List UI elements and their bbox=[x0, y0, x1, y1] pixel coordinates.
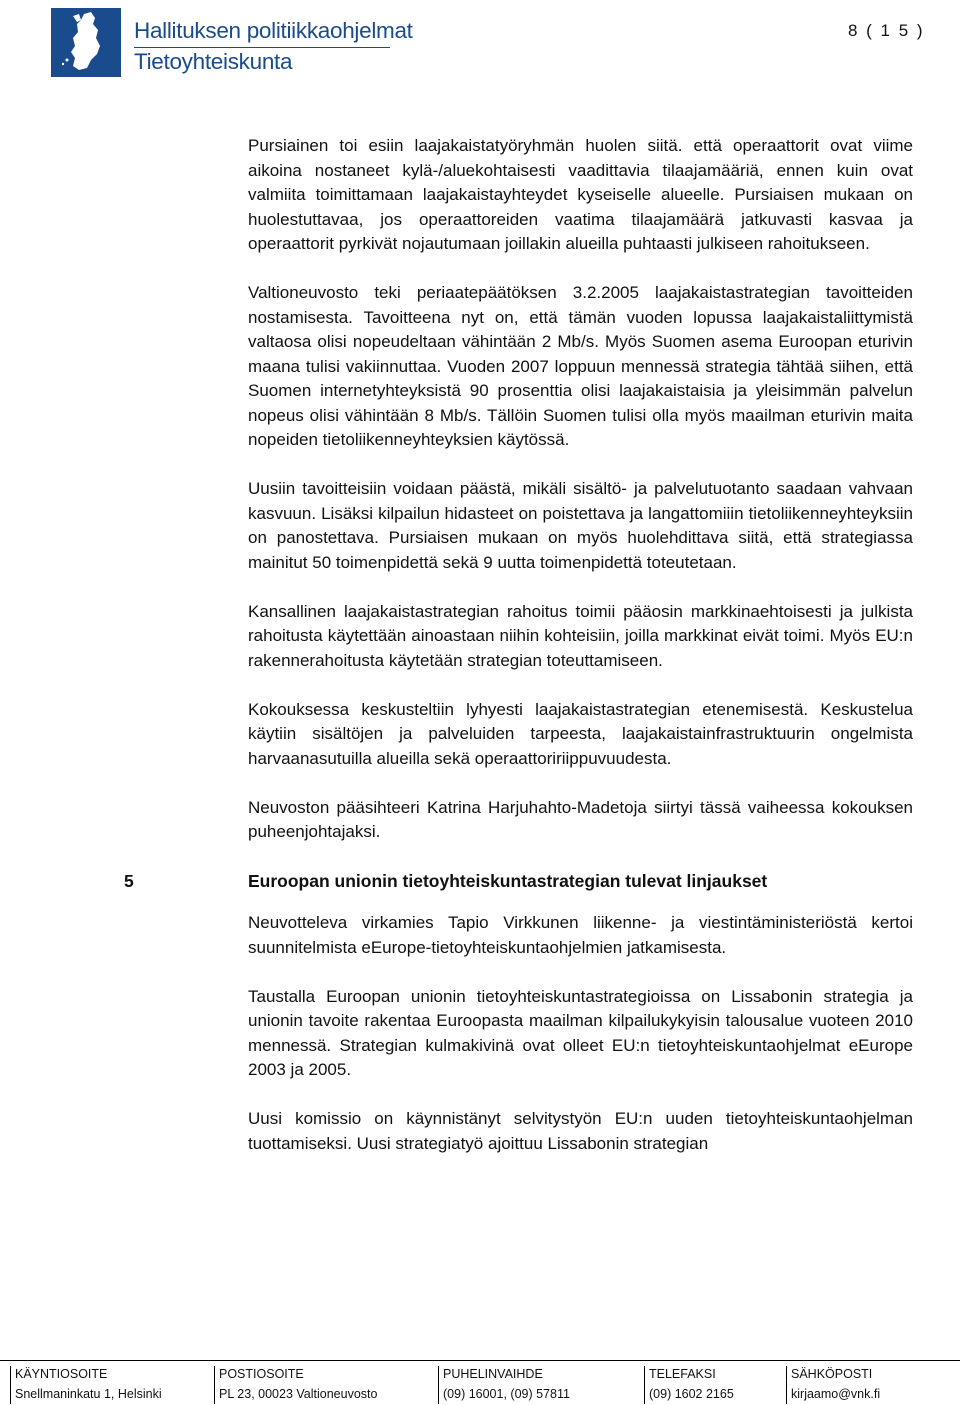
paragraph: Neuvotteleva virkamies Tapio Virkkunen liikenne- ja viestintäministeriöstä kertoi suunnitelmista eEurope-tietoyhteiskuntaohjelmien jatkamisesta. bbox=[248, 913, 913, 957]
paragraph: Pursiainen toi esiin laajakaistatyöryhmän huolen siitä. että operaattorit ovat viime aikoina nostaneet kylä-/aluekohtaisesti vaadittavia tilaajamääriä, ennen kuin ovat valmiita toimittamaan laajakaistayhteydet kyseiselle alueelle. Pursiaisen mukaan on huolestuttavaa, jos operaattoreiden vaatima tilaajamäärä jatkuvasti kasvaa ja operaattorit pyrkivät nojautumaan joillakin alueilla puhtaasti julkiseen rahoitukseen. bbox=[248, 136, 913, 253]
section-number: 5 bbox=[124, 871, 134, 891]
footer-switchboard bbox=[438, 1366, 570, 1404]
footer-email bbox=[786, 1366, 880, 1404]
page-header bbox=[0, 0, 960, 90]
finland-map-logo-icon bbox=[51, 8, 121, 77]
organization-name: Hallituksen politiikkaohjelmat bbox=[134, 18, 413, 43]
paragraph: Uusi komissio on käynnistänyt selvitystyön EU:n uuden tietoyhteiskuntaohjelman tuottamiseksi. Uusi strategiatyö ajoittuu Lissabonin strategian bbox=[248, 1109, 913, 1153]
footer-label: PUHELINVAIHDE bbox=[443, 1367, 543, 1381]
section-heading bbox=[124, 869, 913, 893]
page-number: 8 ( 1 5 ) bbox=[848, 21, 925, 40]
footer-label: KÄYNTIOSOITE bbox=[15, 1367, 108, 1381]
footer-visiting-address bbox=[10, 1366, 162, 1404]
footer-label: TELEFAKSI bbox=[649, 1367, 716, 1381]
paragraph: Kansallinen laajakaistastrategian rahoitus toimii pääosin markkinaehtoisesti ja julkista rahoitusta käytettään ainoastaan niihin kohteisiin, joilla markkinat eivät toimi. Myös EU:n rakennerahoitusta käytetään strategian toteuttamiseen. bbox=[248, 601, 913, 670]
footer-label: SÄHKÖPOSTI bbox=[791, 1367, 873, 1381]
footer-postal-address bbox=[214, 1366, 377, 1404]
footer-fax bbox=[644, 1366, 734, 1404]
footer-email-link[interactable]: kirjaamo@vnk.fi bbox=[791, 1387, 881, 1401]
unit-name: Tietoyhteiskunta bbox=[134, 49, 293, 74]
footer-divider bbox=[0, 1360, 960, 1361]
paragraph: Valtioneuvosto teki periaatepäätöksen 3.2.2005 laajakaistastrategian tavoitteiden nostamisesta. Tavoitteena nyt on, että tämän vuoden lopussa laajakaistaliittymistä valtaosa olisi nopeudeltaan vähintään 2 Mb/s. Myös Suomen asema Euroopan eturivin maana tulisi vakiinnuttaa. Vuoden 2007 loppuun mennessä strategia tähtää siihen, että Suomen internetyhteyksistä 90 prosenttia olisi laajakaistaisia ja yleisimmän palvelun nopeus olisi vähintään 8 Mb/s. Tällöin Suomen tulisi olla myös maailman eturivin maita nopeiden tietoliikenneyhteyksien käytössä. bbox=[248, 283, 913, 449]
footer-value: (09) 16001, (09) 57811 bbox=[443, 1387, 570, 1401]
paragraph: Taustalla Euroopan unionin tietoyhteiskuntastrategioissa on Lissabonin strategia ja unionin tavoite rakentaa Euroopasta maailman kilpailukykyisin talousalue vuoteen 2010 mennessä. Strategian kulmakivinä ovat olleet EU:n tietoyhteiskuntaohjelmat eEurope 2003 ja 2005. bbox=[248, 986, 913, 1079]
paragraph: Uusiin tavoitteisiin voidaan päästä, mikäli sisältö- ja palvelutuotanto saadaan vahvaan kasvuun. Lisäksi kilpailun hidasteet on poistettava ja langattomiiin tietoliikenneyhteyksiin on panostettava. Pursiaisen mukaan on myös huolehdittava siitä, että strategiassa mainitut 50 toimenpidettä sekä 9 uutta toimenpidettä toteutetaan. bbox=[248, 479, 913, 572]
page-footer bbox=[0, 1356, 960, 1405]
paragraph: Neuvoston pääsihteeri Katrina Harjuhahto-Madetoja siirtyi tässä vaiheessa kokouksen puheenjohtajaksi. bbox=[248, 797, 913, 841]
footer-value: PL 23, 00023 Valtioneuvosto bbox=[219, 1387, 378, 1401]
footer-value: Snellmaninkatu 1, Helsinki bbox=[15, 1387, 162, 1401]
document-body bbox=[124, 134, 913, 1181]
paragraph: Kokouksessa keskusteltiin lyhyesti laajakaistastrategian etenemisestä. Keskustelua käytiin sisältöjen ja palveluiden tarpeesta, laajakaistainfrastruktuurin ongelmista harvaanasutuilla alueilla sekä operaattoririippuvuudesta. bbox=[248, 699, 913, 768]
logo-divider bbox=[134, 47, 390, 48]
section-title: Euroopan unionin tietoyhteiskuntastrategian tulevat linjaukset bbox=[248, 871, 768, 891]
footer-label: POSTIOSOITE bbox=[219, 1367, 304, 1381]
footer-value: (09) 1602 2165 bbox=[649, 1387, 734, 1401]
